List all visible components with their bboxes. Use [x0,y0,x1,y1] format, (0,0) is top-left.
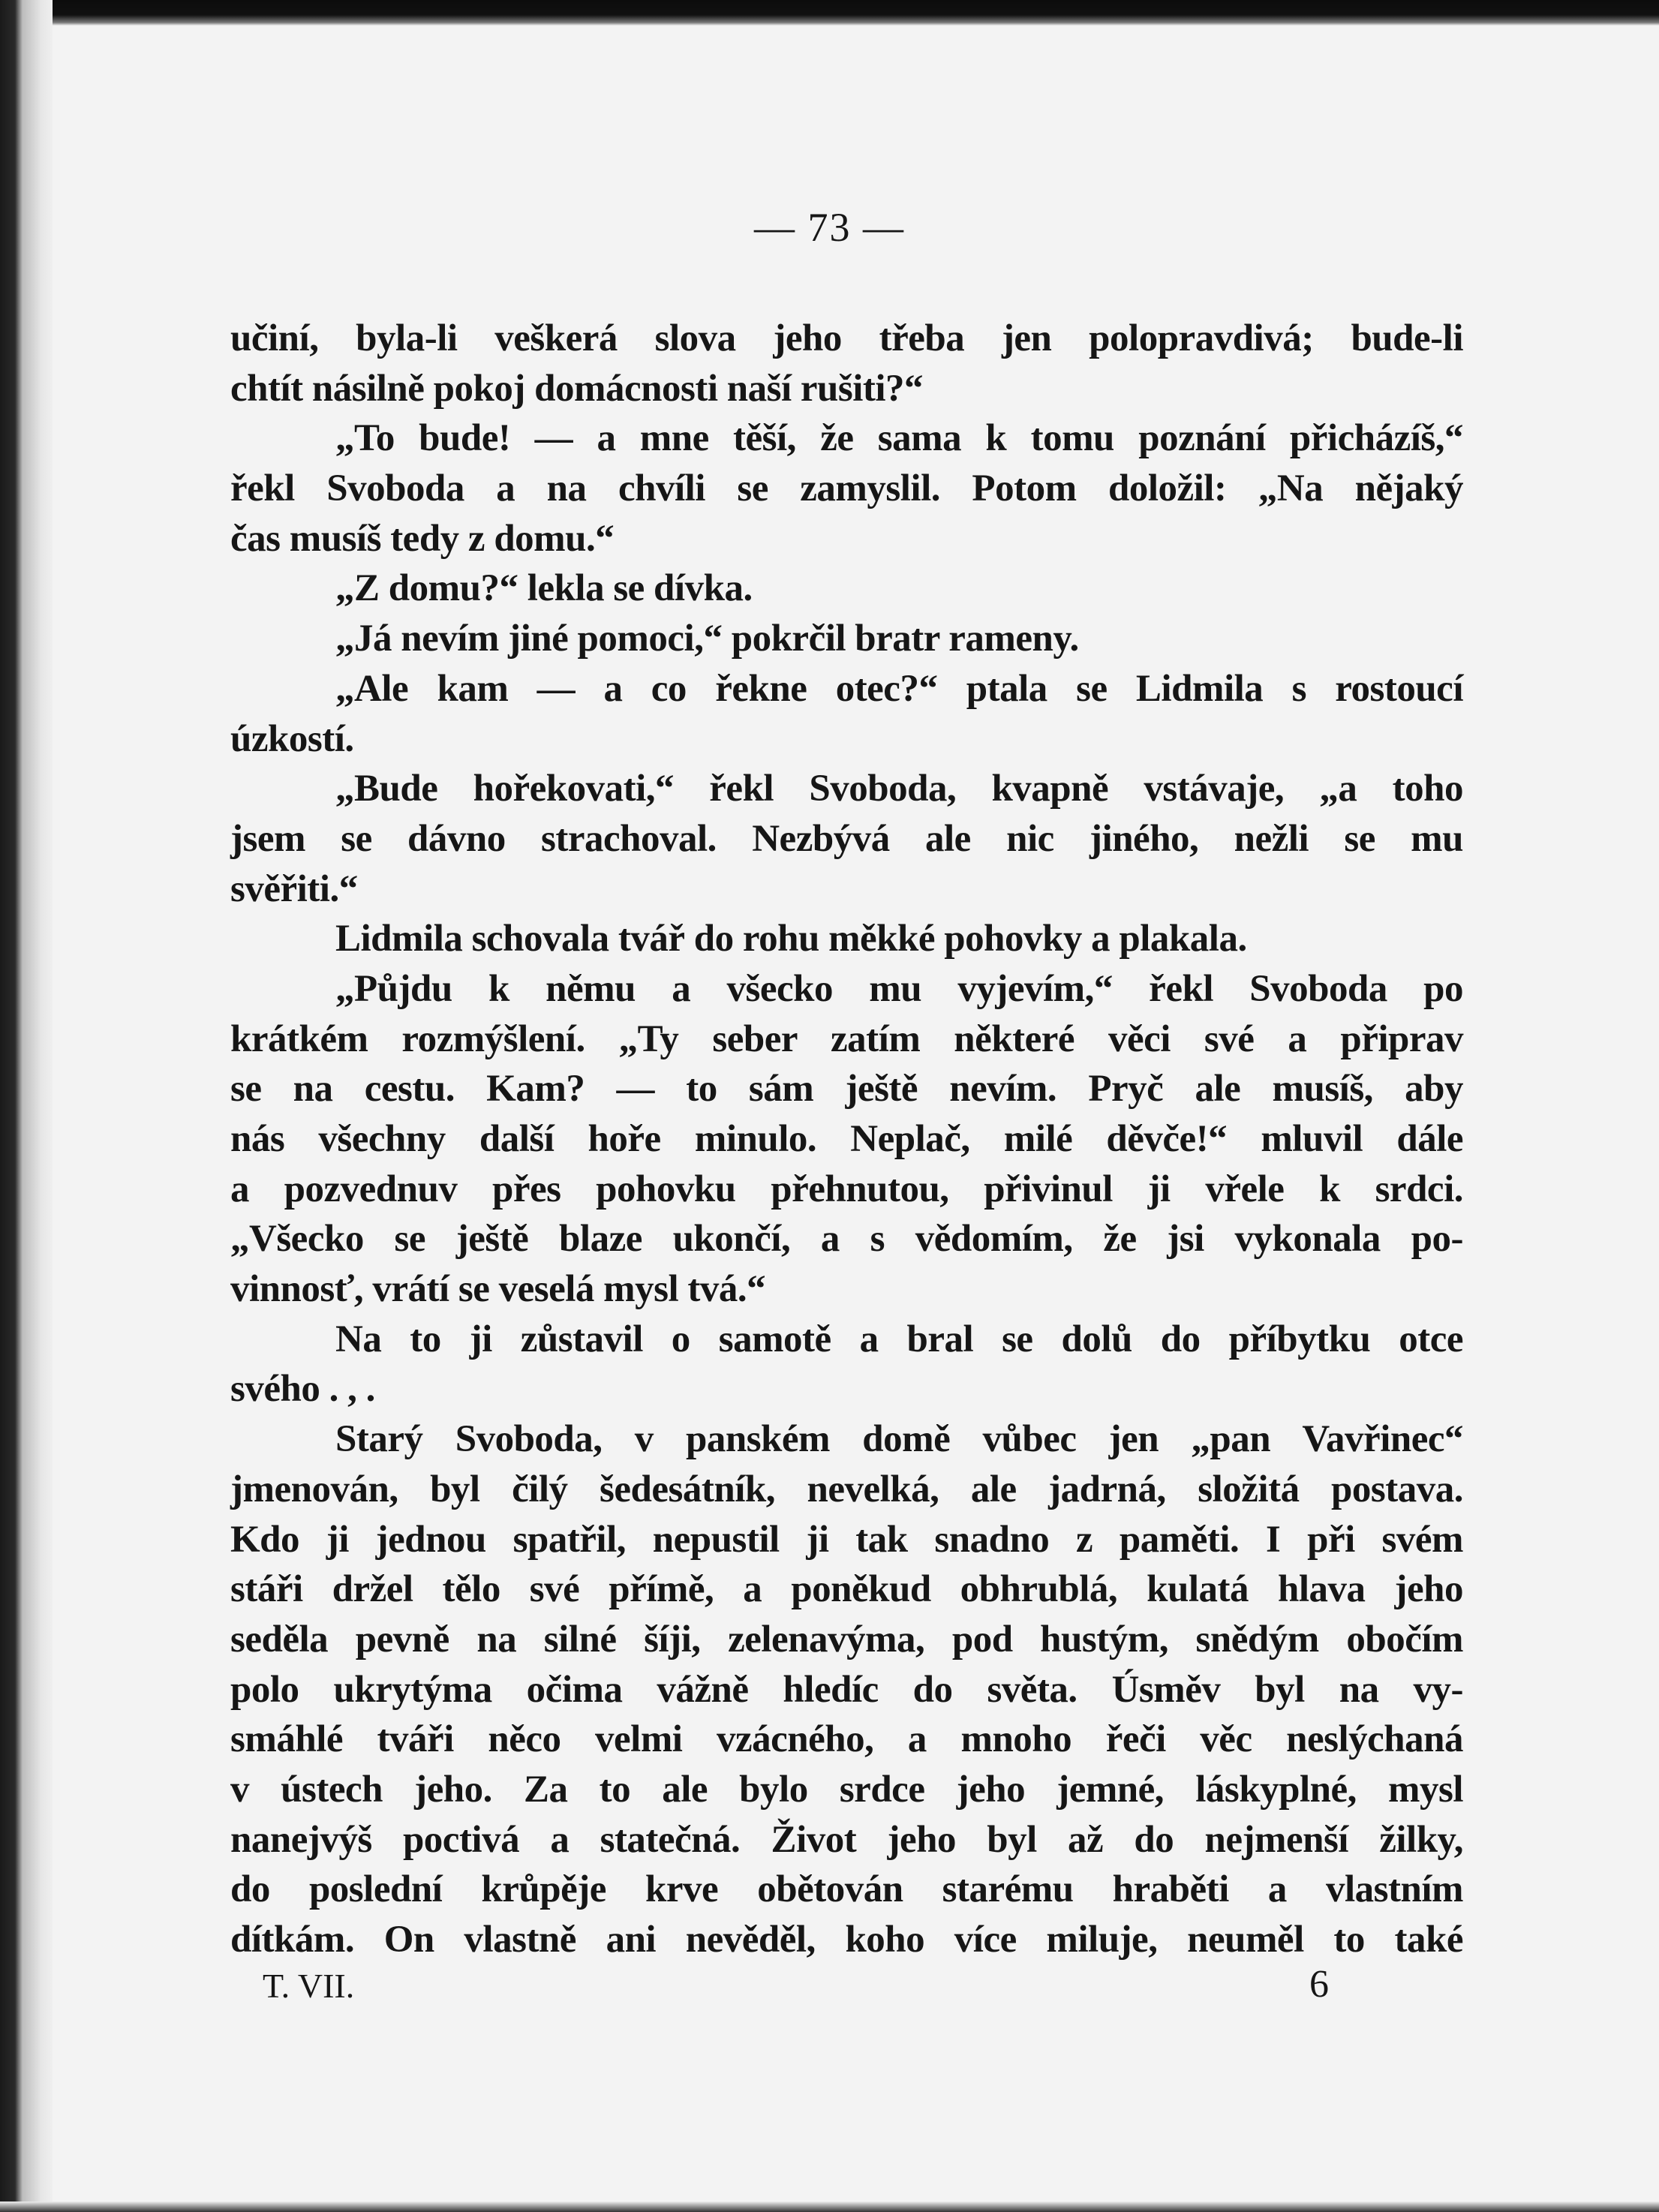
text-line: do poslední krůpěje krve obětován starému hraběti a vlastním [230,1868,1463,1911]
page-number: — 73 — [754,205,905,250]
scan-border-top [0,0,1659,26]
text-line: učiní, byla-li veškerá slova jeho třeba jen polopravdivá; bude-li [230,317,1463,359]
text-line: krátkém rozmýšlení. „Ty seber zatím některé věci své a připrav [230,1017,1463,1060]
text-line: chtít násilně pokoj domácnosti naší rušiti?“ [230,367,924,410]
text-line: nás všechny další hoře minulo. Neplač, milé děvče!“ mluvil dále [230,1118,1463,1160]
text-line: „To bude! — a mne těší, že sama k tomu poznání přicházíš,“ [335,417,1463,460]
text-line: smáhlé tváři něco velmi vzácného, a mnoho řeči věc neslýchaná [230,1718,1463,1761]
text-line: jmenován, byl čilý šedesátník, nevelká, ale jadrná, složitá postava. [230,1468,1463,1510]
text-line: polo ukrytýma očima vážně hledíc do světa. Úsměv byl na vy- [230,1668,1463,1711]
scan-border-left [0,0,53,2212]
text-line: „Já nevím jiné pomoci,“ pokrčil bratr rameny. [335,618,1079,660]
text-line: nanejvýš poctivá a statečná. Život jeho byl až do nejmenší žilky, [230,1818,1463,1861]
text-line: „Z domu?“ lekla se dívka. [335,567,753,610]
text-line: dítkám. On vlastně ani nevěděl, koho více miluje, neuměl to také [230,1919,1463,1961]
text-line: se na cestu. Kam? — to sám ještě nevím. Pryč ale musíš, aby [230,1068,1463,1111]
text-line: „Půjdu k němu a všecko mu vyjevím,“ řekl Svoboda po [335,967,1463,1010]
text-line: stáři držel tělo své přímě, a poněkud obhrublá, kulatá hlava jeho [230,1568,1463,1611]
text-line: Lidmila schovala tvář do rohu měkké pohovky a plakala. [335,918,1247,960]
text-line: úzkostí. [230,717,354,760]
text-line: vinnosť, vrátí se veselá mysl tvá.“ [230,1268,766,1311]
text-line: a pozvednuv přes pohovku přehnutou, přivinul ji vřele k srdci. [230,1168,1463,1210]
body-text [230,314,1463,1965]
text-line: svého . , . [230,1368,375,1411]
text-line: svěřiti.“ [230,867,358,910]
text-line: jsem se dávno strachoval. Nezbývá ale nic jiného, nežli se mu [230,817,1463,860]
text-line: „Ale kam — a co řekne otec?“ ptala se Lidmila s rostoucí [335,667,1463,710]
text-line: čas musíš tedy z domu.“ [230,517,615,560]
text-line: seděla pevně na silné šíji, zelenavýma, pod hustým, snědým obočím [230,1618,1463,1661]
text-line: řekl Svoboda a na chvíli se zamyslil. Potom doložil: „Na nějaký [230,467,1463,510]
text-line: „Všecko se ještě blaze ukončí, a s vědomím, že jsi vykonala po- [230,1218,1463,1261]
text-line: „Bude hořekovati,“ řekl Svoboda, kvapně vstávaje, „a toho [335,768,1463,810]
footer-signature: T. VII. [263,1967,355,2005]
text-line: Kdo ji jednou spatřil, nepustil ji tak snadno z paměti. I při svém [230,1518,1463,1561]
text-line: v ústech jeho. Za to ale bylo srdce jeho jemné, láskyplné, mysl [230,1768,1463,1811]
footer-sheet-number: 6 [1309,1963,1329,2006]
text-line: Na to ji zůstavil o samotě a bral se dolů do příbytku otce [335,1318,1463,1360]
scan-border-bottom [0,2201,1659,2212]
text-line: Starý Svoboda, v panském domě vůbec jen „pan Vavřinec“ [335,1418,1463,1461]
